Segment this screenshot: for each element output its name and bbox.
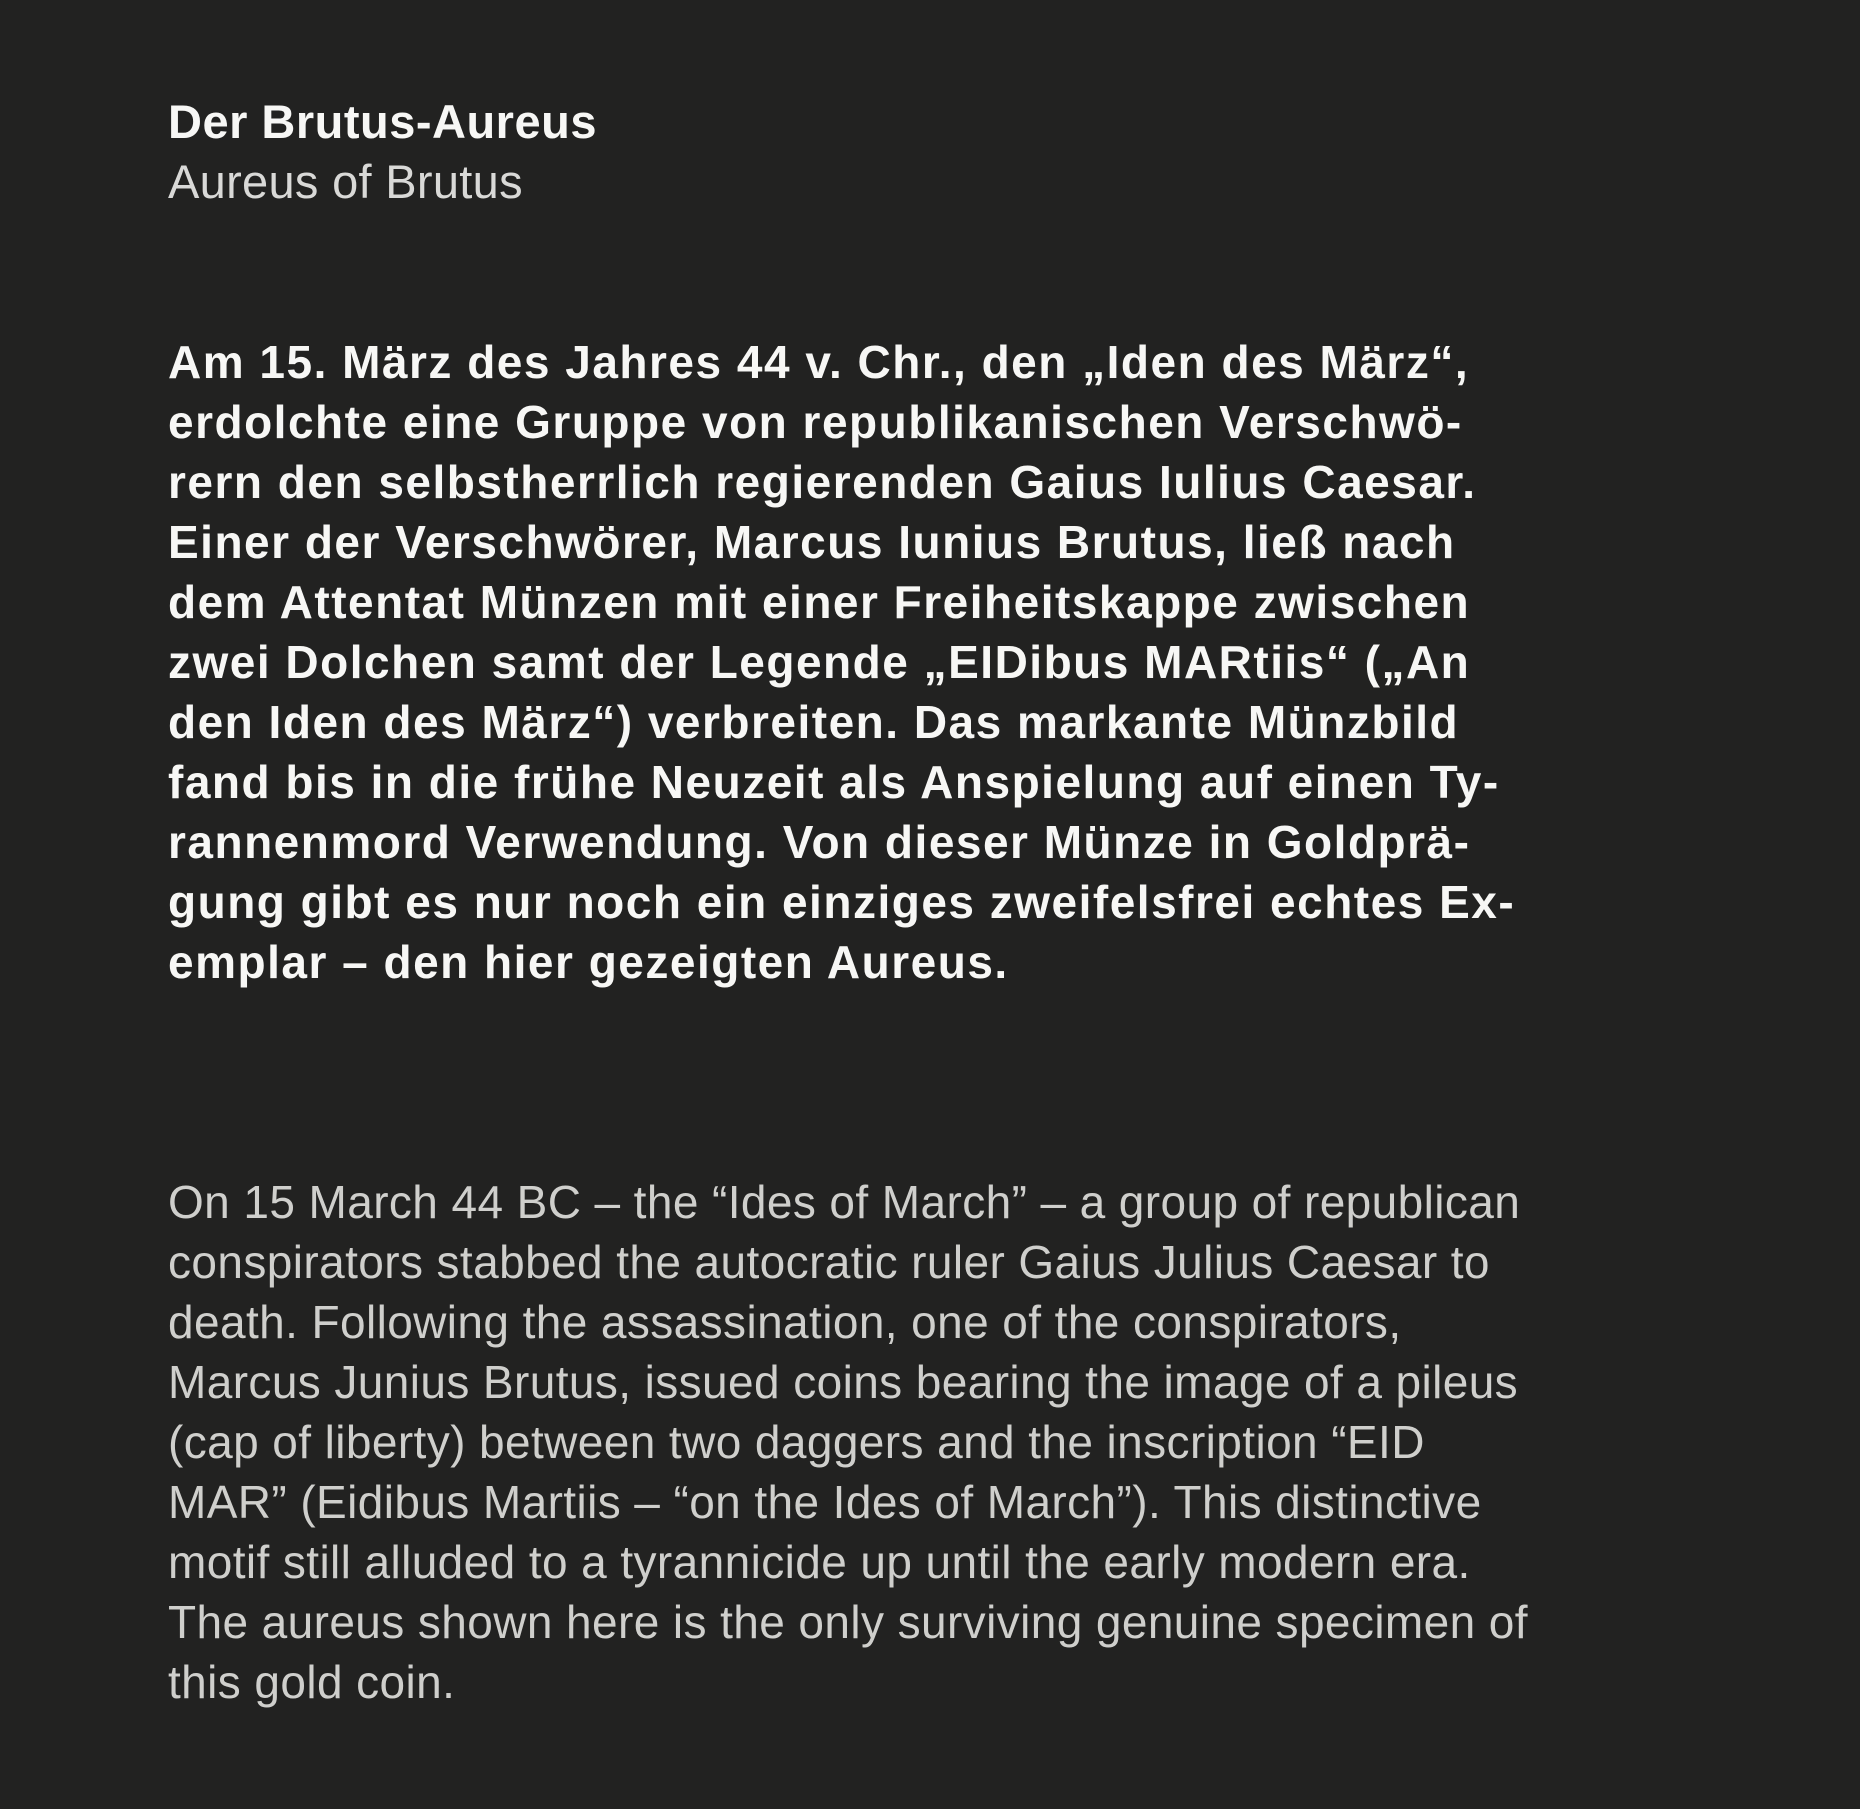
english-line: Marcus Junius Brutus, issued coins bearing the image of a pileus [168, 1356, 1519, 1408]
german-line: erdolchte eine Gruppe von republikanischen Verschwö- [168, 396, 1463, 448]
german-line: den Iden des März“) verbreiten. Das markante Münzbild [168, 696, 1460, 748]
german-line: Einer der Verschwörer, Marcus Iunius Brutus, ließ nach [168, 516, 1456, 568]
english-line: MAR” (Eidibus Martiis – “on the Ides of March”). This distinctive [168, 1476, 1482, 1528]
english-line: death. Following the assassination, one of the conspirators, [168, 1296, 1402, 1348]
english-line: (cap of liberty) between two daggers and the inscription “EID [168, 1416, 1425, 1468]
german-line: gung gibt es nur noch ein einziges zweifelsfrei echtes Ex- [168, 876, 1516, 928]
german-line: rern den selbstherrlich regierenden Gaius Iulius Caesar. [168, 456, 1477, 508]
title-english: Aureus of Brutus [168, 155, 523, 208]
english-line: conspirators stabbed the autocratic ruler Gaius Julius Caesar to [168, 1236, 1490, 1288]
english-line: The aureus shown here is the only surviving genuine specimen of [168, 1596, 1528, 1648]
german-line: fand bis in die frühe Neuzeit als Anspielung auf einen Ty- [168, 756, 1500, 808]
english-line: motif still alluded to a tyrannicide up until the early modern era. [168, 1536, 1471, 1588]
english-description [168, 1172, 1728, 1712]
title-block [168, 92, 597, 212]
title-german: Der Brutus-Aureus [168, 95, 597, 148]
german-line: zwei Dolchen samt der Legende „EIDibus MARtiis“ („An [168, 636, 1471, 688]
english-line: On 15 March 44 BC – the “Ides of March” – a group of republican [168, 1176, 1521, 1228]
german-line: rannenmord Verwendung. Von dieser Münze in Goldprä- [168, 816, 1471, 868]
english-line: this gold coin. [168, 1656, 456, 1708]
german-line: emplar – den hier gezeigten Aureus. [168, 936, 1009, 988]
german-description [168, 332, 1728, 992]
german-line: Am 15. März des Jahres 44 v. Chr., den „Iden des März“, [168, 336, 1470, 388]
german-line: dem Attentat Münzen mit einer Freiheitskappe zwischen [168, 576, 1471, 628]
